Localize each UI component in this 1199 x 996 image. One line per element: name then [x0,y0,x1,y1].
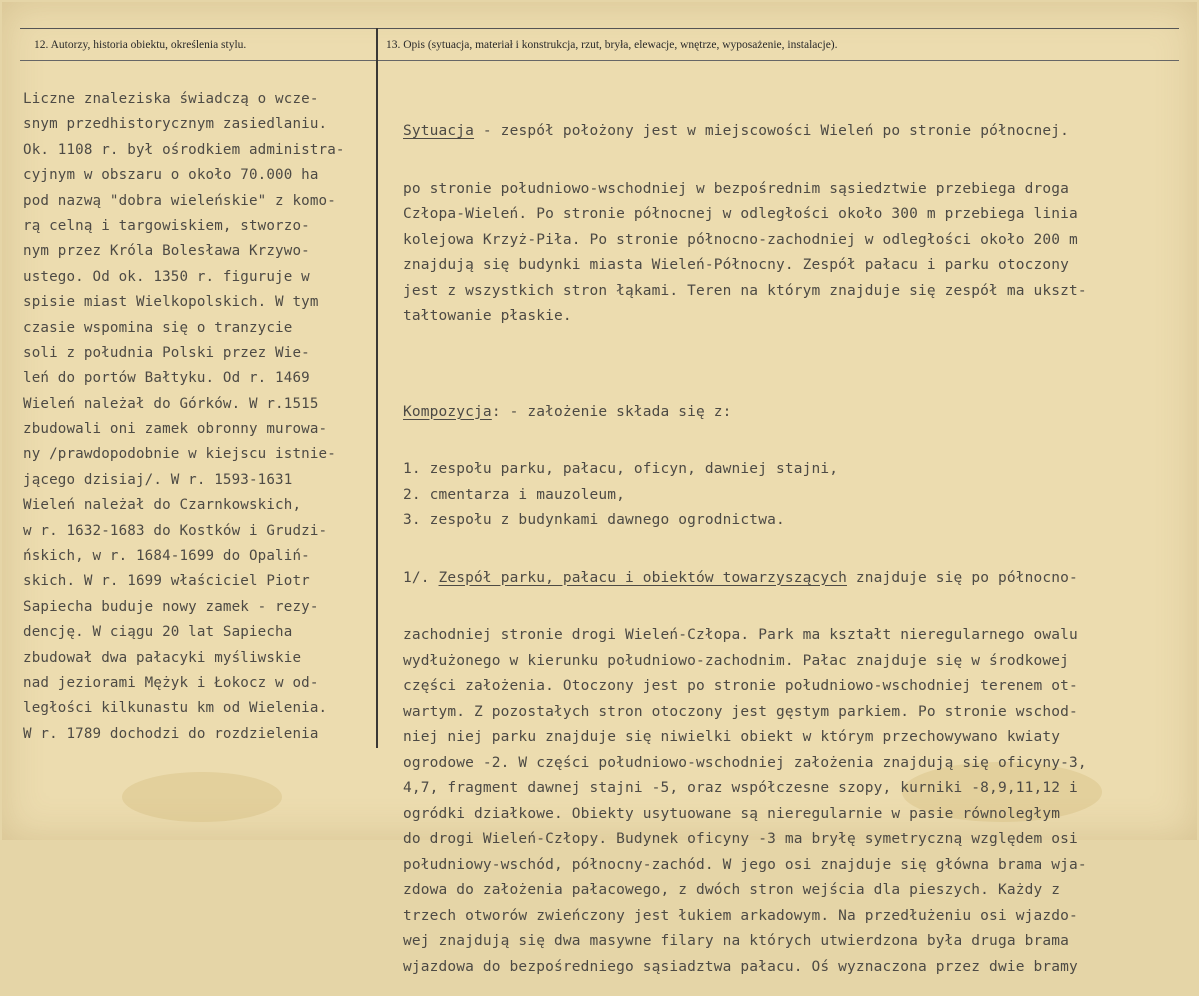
text-line: do drogi Wieleń-Człopy. Budynek oficyny -3 ma bryłę symetryczną względem osi [403,831,1078,847]
text-line: Ok. 1108 r. był ośrodkiem administra- [23,141,345,158]
text-line: po stronie południowo-wschodniej w bezpośrednim sąsiedztwie przebiega droga [403,180,1069,197]
column-divider [376,28,378,748]
subsection-heading-park: Zespół parku, pałacu i obiektów towarzyszących [438,569,847,586]
text-line: ległości kilkunastu km od Wielenia. [23,700,328,717]
text-line: zdowa do założenia pałacowego, z dwóch stron wejścia dla pieszych. Każdy z [403,882,1061,898]
text-line: części założenia. Otoczony jest po stronie południowo-wschodniej terenem ot- [403,678,1078,694]
text-line: kolejowa Krzyż-Piła. Po stronie północno-zachodniej w odległości około 200 m [403,231,1078,248]
text-line: 3. zespołu z budynkami dawnego ogrodnictwa. [403,512,785,528]
text-line: snym przedhistorycznym zasiedlaniu. [23,116,328,133]
text-line: wartym. Z pozostałych stron otoczony jest gęstym parkiem. Po stronie wschod- [403,703,1078,720]
text-line: trzech otworów zwieńczony jest łukiem arkadowym. Na przedłużeniu osi wjazdo- [403,907,1078,924]
text-line: czasie wspomina się o tranzycie [23,319,293,336]
section-heading-situation: Sytuacja [403,123,475,139]
text-line: Wieleń należał do Górków. W r.1515 [23,395,319,412]
header-rule [20,60,1179,61]
text-line: ogródki działkowe. Obiekty usytuowane są nieregularnie w pasie równoległym [403,805,1061,822]
text-line: 1. zespołu parku, pałacu, oficyn, dawniej stajni, [403,461,839,477]
text-line: nym przez Króla Bolesława Krzywo- [23,243,310,260]
text-line: niej niej parku znajduje się niwielki obiekt w którym przechowywano kwiaty [403,729,1061,745]
text-line: ogrodowe -2. W części południowo-wschodniej założenia znajdują się oficyny-3, [403,754,1087,771]
text-line: dencję. W ciągu 20 lat Sapiecha [23,624,293,641]
top-rule [20,28,1179,29]
description-text [403,87,1087,996]
text-line: 4,7, fragment dawnej stajni -5, oraz współczesne szopy, kurniki -8,9,11,12 i [403,780,1078,796]
text-line [403,119,1087,145]
text-line: leń do portów Bałtyku. Od r. 1469 [23,370,310,387]
text-line: zachodniej stronie drogi Wieleń-Człopa. Park ma kształt nieregularnego owalu [403,627,1078,643]
text-fragment: znajduje się po północno- [847,569,1078,586]
text-line: Człopa-Wieleń. Po stronie północnej w odległości około 300 m przebiega linia [403,206,1078,222]
text-line: Wieleń należał do Czarnkowskich, [23,497,302,514]
text-line: południowy-wschód, północny-zachód. W jego osi znajduje się główna brama wja- [403,856,1087,873]
text-line: Sapiecha buduje nowy zamek - rezy- [23,598,319,615]
text-line: wej znajdują się dwa masywne filary na których utwierdzona była druga brama [403,933,1069,949]
text-line [403,400,1087,426]
left-column-header: 12. Autorzy, historia obiektu, określenia stylu. [34,39,247,51]
paper-stain [122,772,282,822]
text-line: jest z wszystkich stron łąkami. Teren na którym znajduje się zespół ma ukszt- [403,282,1087,299]
text-fragment: : - założenie składa się z: [491,403,732,420]
text-line: znajdują się budynki miasta Wieleń-Północny. Zespół pałacu i parku otoczony [403,257,1069,273]
text-line: W r. 1789 dochodzi do rozdzielenia [23,725,319,742]
text-line: ńskich, w r. 1684-1699 do Opaliń- [23,548,310,565]
text-line: wjazdowa do bezpośredniego sąsiadztwa pałacu. Oś wyznaczona przez dwie bramy [403,958,1078,975]
text-line: spisie miast Wielkopolskich. W tym [23,294,319,311]
text-line: pod nazwą "dobra wieleńskie" z komo- [23,192,336,209]
text-fragment: 1/. [403,569,439,586]
text-fragment: - zespół położony jest w miejscowości Wieleń po stronie północnej. [474,123,1069,139]
history-text [23,87,345,747]
text-line: tałtowanie płaskie. [403,308,572,324]
right-column-header: 13. Opis (sytuacja, materiał i konstrukcja, rzut, bryła, elewacje, wnętrze, wyposażenie, instalacje). [386,39,838,51]
text-line: zbudował dwa pałacyki myśliwskie [23,649,302,666]
text-line: w r. 1632-1683 do Kostków i Grudzi- [23,522,328,539]
text-line: rą celną i targowiskiem, stworzo- [23,217,310,234]
text-line: ny /prawdopodobnie w kiejscu istnie- [23,446,336,463]
text-line [403,566,1087,592]
text-line: skich. W r. 1699 właściciel Piotr [23,573,310,590]
text-line: nad jeziorami Mężyk i Łokocz w od- [23,674,319,691]
text-line: jącego dzisiaj/. W r. 1593-1631 [23,471,293,488]
text-line: wydłużonego w kierunku południowo-zachodnim. Pałac znajduje się w środkowej [403,652,1069,669]
text-line: ustego. Od ok. 1350 r. figuruje w [23,268,310,285]
text-line: zbudowali oni zamek obronny murowa- [23,421,328,438]
text-line: soli z południa Polski przez Wie- [23,344,310,361]
section-heading-composition: Kompozycja [403,403,492,420]
text-line: cyjnym w obszaru o około 70.000 ha [23,167,319,184]
text-line: 2. cmentarza i mauzoleum, [403,486,625,503]
text-line: Liczne znaleziska świadczą o wcze- [23,91,319,107]
